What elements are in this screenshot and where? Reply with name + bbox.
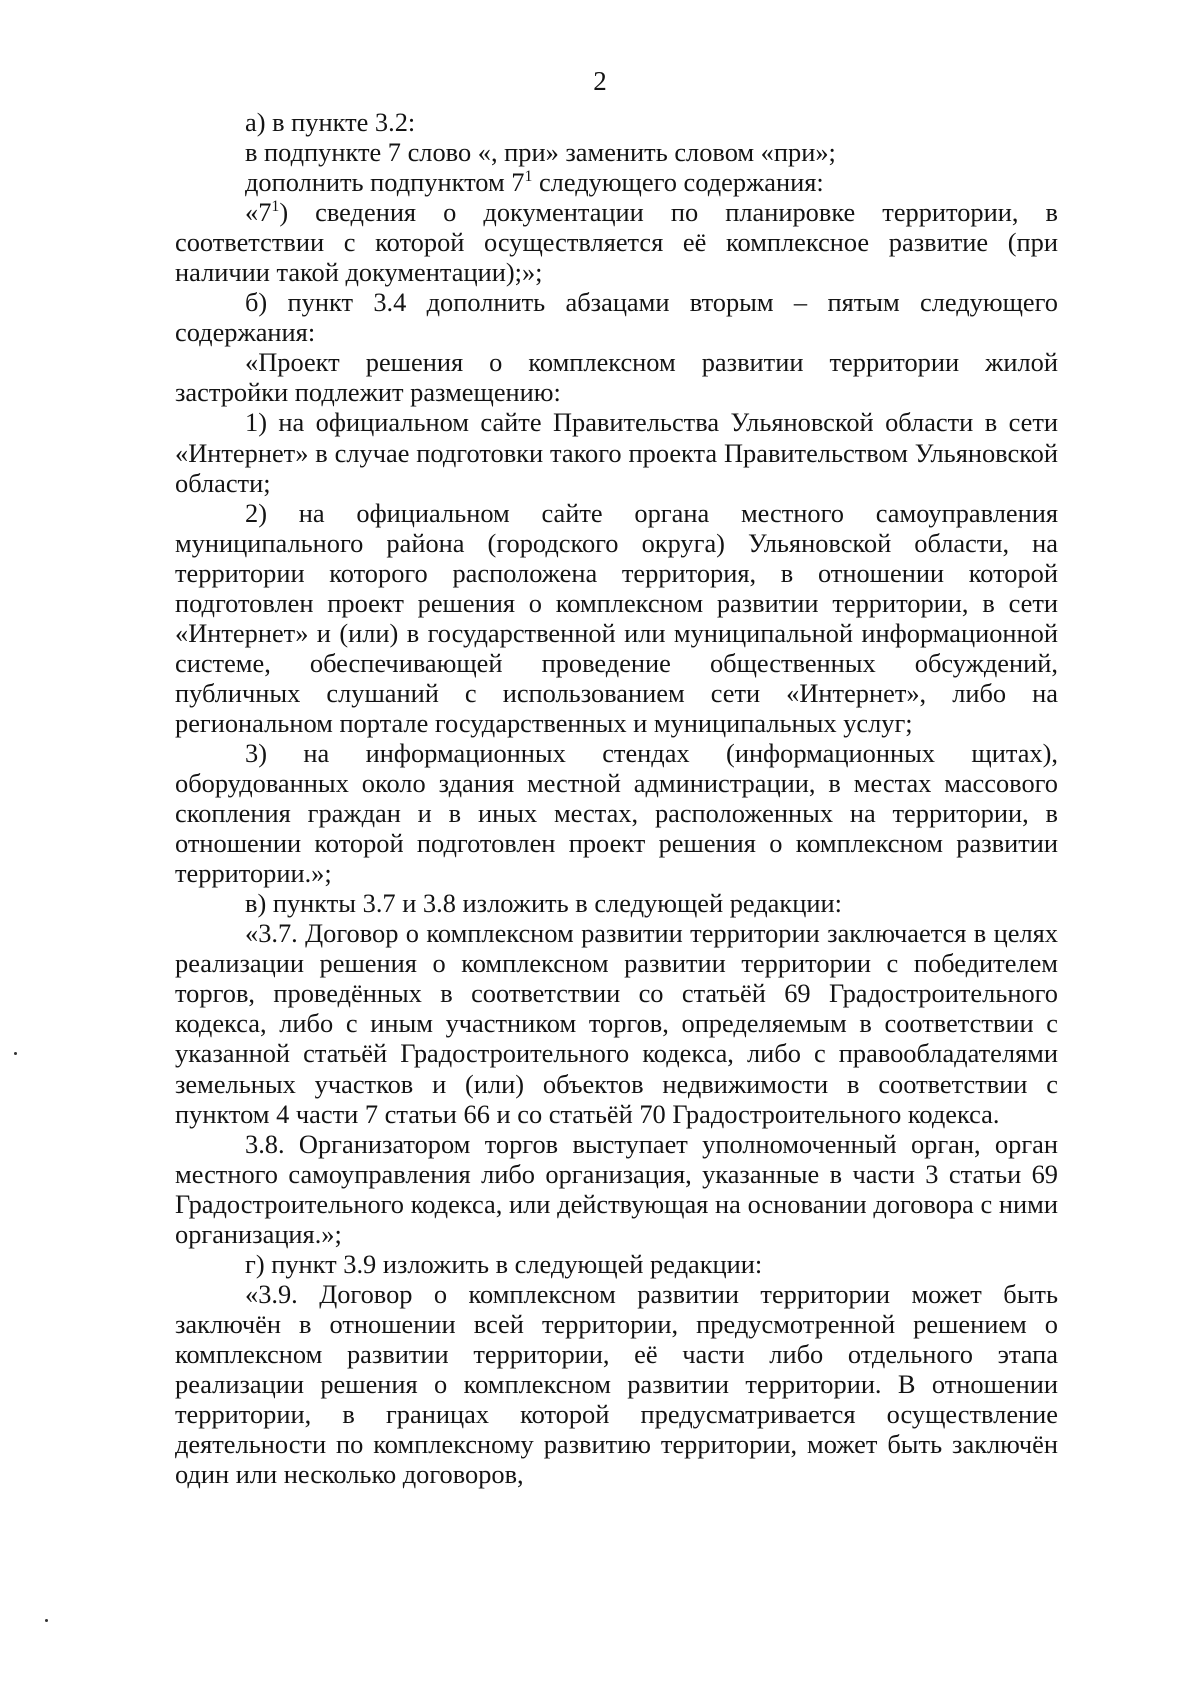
paragraph [175,498,1058,738]
paragraph-text: г) пункт 3.9 изложить в следующей редакции: [245,1248,763,1279]
paragraph-text: дополнить подпунктом 7 [245,167,525,198]
paragraph-text: б) пункт 3.4 дополнить абзацами вторым – пятым следующего содержания: [175,287,1058,348]
paragraph-text: 3.8. Организатором торгов выступает уполномоченный орган, орган местного самоуправления либо организация, указанные в части 3 статьи 69 Градостроительного кодекса, или действующая на основании договора с ними организация.»; [175,1128,1058,1249]
paragraph-text: «3.7. Договор о комплексном развитии территории заключается в целях реализации решения о комплексном развитии территории с победителем торгов, проведённых в соответствии со статьёй 69 Градостроительного кодекса, либо с иным участником торгов, определяемым в соответствии с указанной статьёй Градостроительного кодекса, либо с правообладателями земельных участков и (или) объектов недвижимости в соответствии с пунктом 4 части 7 статьи 66 и со статьёй 70 Градостроительного кодекса. [175,918,1058,1129]
paragraph [175,287,1058,347]
paragraph-text: 3) на информационных стендах (информационных щитах), оборудованных около здания местной администрации, в местах массового скопления граждан и в иных местах, расположенных на территории, в отношении которой подготовлен проект решения о комплексном развитии территории.»; [175,737,1058,889]
page-number: 2 [593,66,607,96]
paragraph-text: «Проект решения о комплексном развитии территории жилой застройки подлежит размещению: [175,347,1058,408]
paragraph [175,197,1058,287]
paragraph-text: 1) на официальном сайте Правительства Ульяновской области в сети «Интернет» в случае подготовки такого проекта Правительством Ульяновской области; [175,407,1058,498]
scan-speck [45,1619,48,1622]
paragraph-text: «7 [245,197,272,228]
paragraph [175,888,1058,918]
paragraph-text: следующего содержания: [532,167,824,198]
paragraph [175,347,1058,407]
paragraph-text: 2) на официальном сайте органа местного самоуправления муниципального района (городского округа) Ульяновской области, на территории которого расположена территория, в отношении которой подготовлен проект решения о комплексном развитии территории, в сети «Интернет» и (или) в государственной или муниципальной информационной системе, обеспечивающей проведение общественных обсуждений, публичных слушаний с использованием сети «Интернет», либо на региональном портале государственных и муниципальных услуг; [175,497,1058,738]
paragraph [175,407,1058,497]
paragraph [175,167,1058,197]
document-body [175,107,1058,1489]
paragraph [175,1249,1058,1279]
paragraph [175,1129,1058,1249]
paragraph-text: ) сведения о документации по планировке территории, в соответствии с которой осуществляется её комплексное развитие (при наличии такой документации);»; [175,197,1058,288]
superscript: 1 [524,168,533,186]
paragraph [175,1279,1058,1489]
paragraph-text: «3.9. Договор о комплексном развитии территории может быть заключён в отношении всей территории, предусмотренной решением о комплексном развитии территории, её части либо отдельного этапа реализации решения о комплексном развитии территории. В отношении территории, в границах которой предусматривается осуществление деятельности по комплексному развитию территории, может быть заключён один или несколько договоров, [175,1278,1058,1490]
paragraph [175,918,1058,1128]
paragraph-text: в подпункте 7 слово «, при» заменить словом «при»; [245,137,836,168]
superscript: 1 [271,198,280,216]
paragraph [175,137,1058,167]
paragraph [175,107,1058,137]
paragraph-text: а) в пункте 3.2: [245,107,416,137]
paragraph [175,738,1058,888]
scan-speck [14,1052,17,1055]
paragraph-text: в) пункты 3.7 и 3.8 изложить в следующей редакции: [245,888,842,919]
